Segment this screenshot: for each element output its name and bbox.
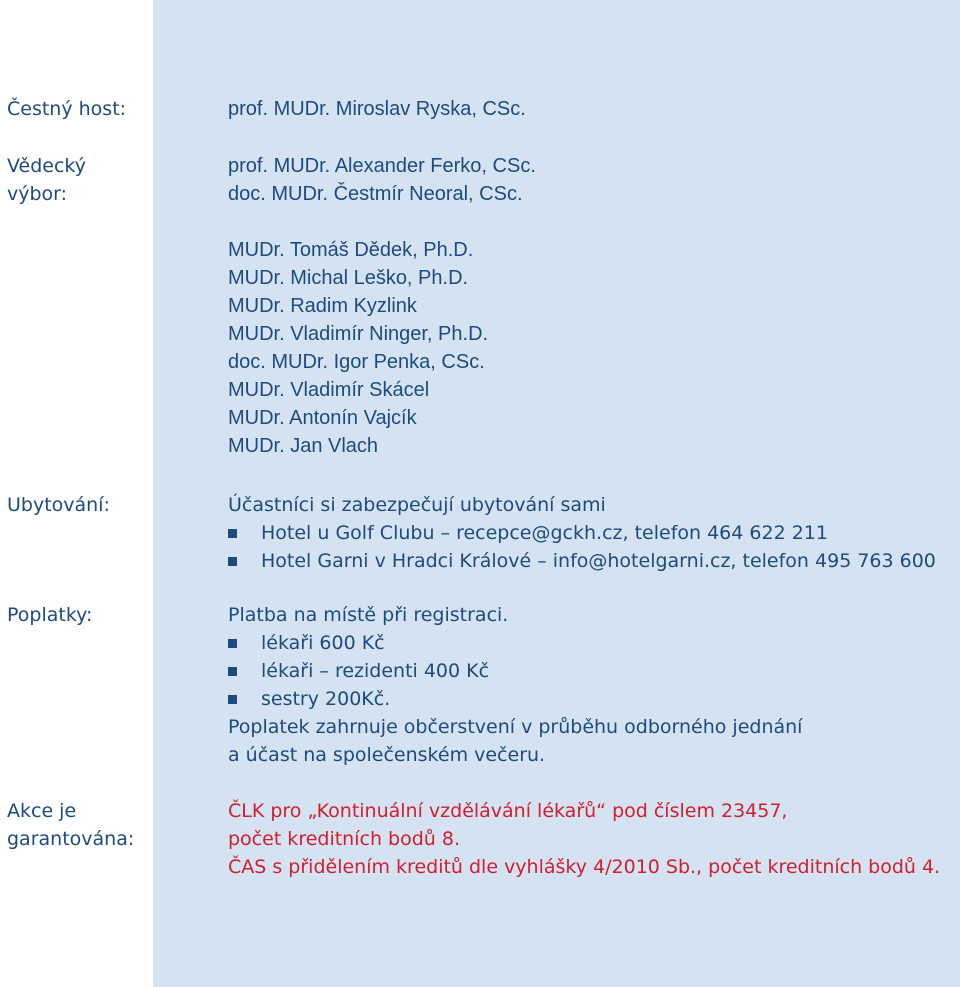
fee-item-text: lékaři – rezidenti 400 Kč xyxy=(261,660,490,682)
committee-member: MUDr. Michal Leško, Ph.D. xyxy=(228,267,469,289)
fees-section xyxy=(228,601,802,769)
committee-members-list xyxy=(228,236,488,460)
square-bullet-icon xyxy=(228,529,237,538)
label-scientific-committee-line-2: výbor: xyxy=(7,183,68,205)
square-bullet-icon xyxy=(228,667,237,676)
committee-member: MUDr. Radim Kyzlink xyxy=(228,295,417,317)
hotel-item-text: Hotel u Golf Clubu – recepce@gckh.cz, telefon 464 622 211 xyxy=(261,522,828,544)
label-honorary-guest: Čestný host: xyxy=(7,98,127,120)
hotel-item xyxy=(228,519,936,547)
fee-item xyxy=(228,629,802,657)
accreditation-section xyxy=(228,797,940,881)
committee-member: MUDr. Antonín Vajcík xyxy=(228,407,417,429)
square-bullet-icon xyxy=(228,695,237,704)
committee-chair: doc. MUDr. Čestmír Neoral, CSc. xyxy=(228,183,523,205)
label-scientific-committee-line-1: Vědecký xyxy=(7,155,86,177)
committee-chair: prof. MUDr. Alexander Ferko, CSc. xyxy=(228,155,536,177)
label-accredited xyxy=(7,797,134,853)
fees-intro: Platba na místě při registraci. xyxy=(228,604,509,626)
fees-note-line: a účast na společenském večeru. xyxy=(228,744,546,766)
accommodation-intro: Účastníci si zabezpečují ubytování sami xyxy=(228,494,606,516)
square-bullet-icon xyxy=(228,557,237,566)
label-accredited-line-2: garantována: xyxy=(7,828,135,850)
accreditation-line: počet kreditních bodů 8. xyxy=(228,828,460,850)
label-accommodation: Ubytování: xyxy=(7,494,110,516)
square-bullet-icon xyxy=(228,639,237,648)
committee-member: MUDr. Jan Vlach xyxy=(228,435,379,457)
accommodation-section xyxy=(228,491,936,575)
committee-chairs xyxy=(228,152,536,208)
label-fees: Poplatky: xyxy=(7,604,93,626)
label-accredited-line-1: Akce je xyxy=(7,800,77,822)
committee-member: MUDr. Vladimír Ninger, Ph.D. xyxy=(228,323,489,345)
fee-item-text: sestry 200Kč. xyxy=(261,688,391,710)
fees-note-line: Poplatek zahrnuje občerstvení v průběhu odborného jednání xyxy=(228,716,803,738)
honorary-guest-name: prof. MUDr. Miroslav Ryska, CSc. xyxy=(228,98,526,120)
accreditation-line: ČAS s přidělením kreditů dle vyhlášky 4/2010 Sb., počet kreditních bodů 4. xyxy=(228,856,941,878)
committee-member: doc. MUDr. Igor Penka, CSc. xyxy=(228,351,485,373)
committee-member: MUDr. Tomáš Dědek, Ph.D. xyxy=(228,239,474,261)
fee-item xyxy=(228,685,802,713)
hotel-item xyxy=(228,547,936,575)
fee-item xyxy=(228,657,802,685)
hotel-item-text: Hotel Garni v Hradci Králové – info@hotelgarni.cz, telefon 495 763 600 xyxy=(261,550,936,572)
label-scientific-committee xyxy=(7,152,86,208)
accreditation-line: ČLK pro „Kontinuální vzdělávání lékařů“ pod číslem 23457, xyxy=(228,800,788,822)
fee-item-text: lékaři 600 Kč xyxy=(261,632,385,654)
committee-member: MUDr. Vladimír Skácel xyxy=(228,379,430,401)
